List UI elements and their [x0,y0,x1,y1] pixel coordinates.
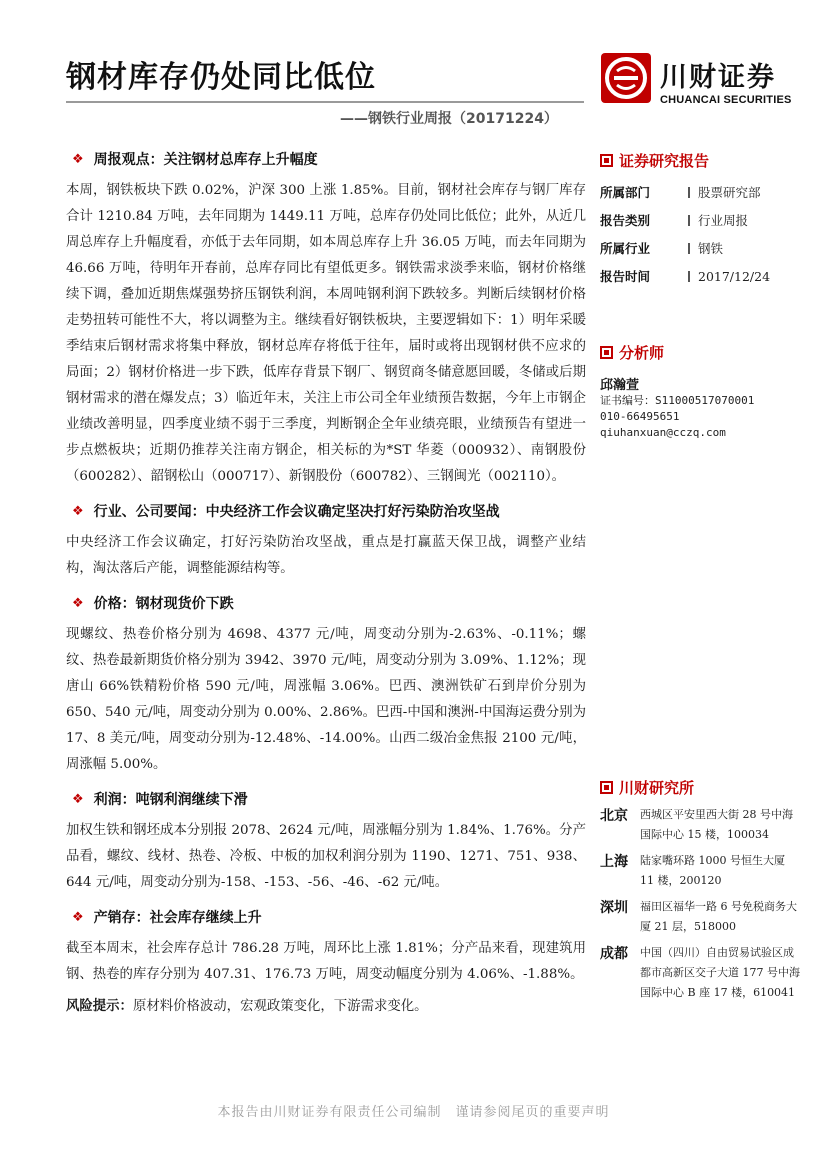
office-beijing [600,805,800,845]
analyst-cert: 证书编号：S1100051707000​1 [600,394,755,407]
diamond-bullet-icon: ❖ [72,595,84,611]
sidebar [600,148,800,1003]
info-value: 股票研究部 [698,185,761,200]
info-key: 所属部门 [600,185,651,200]
risk-text: 原材料价格波动，宏观政策变化，下游需求变化。 [132,999,428,1014]
footer-disclaimer: 本报告由川财证券有限责任公司编制 谨请参阅尾页的重要声明 [217,1105,610,1120]
info-row-category [600,206,800,234]
office-city: 深圳 [600,900,628,916]
square-bullet-icon [600,154,613,167]
analyst-name: 邱瀚萱 [600,378,640,393]
section-heading-text: 行业、公司要闻：中央经济工作会议确定坚决打好污染防治攻坚战 [93,504,500,520]
institute-heading [600,775,800,799]
report-subtitle: ——钢铁行业周报（20171224） [340,111,558,127]
analyst-email[interactable]: qiuhanxuan@cczq.com [600,426,726,439]
analyst-phone: 010-66495651 [600,410,680,423]
info-key: 所属行业 [600,241,651,256]
analyst-heading-text: 分析师 [619,343,665,362]
office-shenzhen [600,897,800,937]
risk-warning [66,994,586,1020]
brand-name-en: CHUANCAI SECURITIES [660,94,792,106]
square-bullet-icon [600,346,613,359]
section-paragraph: 中央经济工作会议确定，打好污染防治攻坚战，重点是打赢蓝天保卫战，调整产业结构，淘汰落后产能，调整能源结构等。 [66,535,586,576]
info-key: 报告类别 [600,213,651,228]
divider-bar [688,215,690,226]
section-heading [66,906,586,928]
office-address: 福田区福华一路 6 号免税商务大厦 21 层，518000 [640,900,797,933]
diamond-bullet-icon: ❖ [72,151,84,167]
divider-bar [688,243,690,254]
office-city: 成都 [600,946,628,962]
diamond-bullet-icon: ❖ [72,503,84,519]
section-heading-text: 利润：吨钢利润继续下滑 [93,792,248,808]
info-row-date [600,262,800,290]
info-row-department [600,178,800,206]
report-info-heading [600,148,800,172]
report-info-heading-text: 证券研究报告 [619,151,710,170]
report-title: 钢材库存仍处同比低位 [66,60,376,95]
office-shanghai [600,851,800,891]
section-paragraph: 现螺纹、热卷价格分别为 4698、4377 元/吨，周变动分别为-2.63%、-0.11%；螺纹、热卷最新期货价格分别为 3942、3970 元/吨，周变动分别为 3.09%、1.12%；现唐山 66%铁精粉价格 590 元/吨，周涨幅 3.06%。巴西、澳洲铁矿石到岸价分别为 650、540 元/吨，周变动分别为 0.00%、2.86%。巴西-中国和澳洲-中国海运费分别为 17、8 美元/吨，周变动分别为-12.48%、-14.00%。山西二级冶金焦报 2100 元/吨，周涨幅 5.00%。 [66,627,586,772]
info-value: 2017/12/24 [698,268,771,284]
title-divider [66,101,584,103]
section-paragraph: 截至本周末，社会库存总计 786.28 万吨，周环比上涨 1.81%；分产品来看，现建筑用钢、热卷的库存分别为 407.31、176.73 万吨，周变动幅度分别为 4.06%、-1.88%。 [66,941,586,982]
divider-bar [688,187,690,198]
chuancai-logo-icon [601,53,651,103]
risk-label: 风险提示： [66,999,133,1014]
divider-bar [688,271,690,282]
section-heading [66,500,586,522]
section-heading-text: 价格：钢材现货价下跌 [93,596,234,612]
section-paragraph: 本周，钢铁板块下跌 0.02%，沪深 300 上涨 1.85%。目前，钢材社会库存与钢厂库存合计 1210.84 万吨，去年同期为 1449.11 万吨，总库存仍处同比低位；此外，从近几周总库存上升幅度看，亦低于去年同期，如本周总库存上升 36.05 万吨，而去年同期为 46.66 万吨，待明年开春前，总库存同比有望低更多。钢铁需求淡季来临，钢材价格继续下调，叠加近期焦煤强势挤压钢铁利润，本周吨钢利润下跌较多。判断后续钢材价格走势扭转可能性不大，将以调整为主。继续看好钢铁板块，主要逻辑如下：1）明年采暖季结束后钢材需求将集中释放，钢材总库存将低于往年，届时或将出现钢材供不应求的局面；2）钢材价格进一步下跌，低库存背景下钢厂、钢贸商冬储意愿回暖，冬储或后期钢材需求的潜在爆发点；3）临近年末，关注上市公司全年业绩预告数据，今年上市钢企业绩改善明显，四季度业绩不弱于三季度，判断钢企全年业绩亮眼，业绩预告有望进一步点燃板块；近期仍推荐关注南方钢企，相关标的为*ST 华菱（000932）、南钢股份（600282）、韶钢松山（000717）、新钢股份（600782）、三钢闽光（002110）。 [66,183,586,484]
info-key: 报告时间 [600,269,651,284]
diamond-bullet-icon: ❖ [72,909,84,925]
square-bullet-icon [600,781,613,794]
analyst-heading [600,340,800,364]
section-heading [66,788,586,810]
office-address: 西城区平安里西大街 28 号中海国际中心 15 楼，100034 [640,808,793,841]
section-heading-text: 周报观点：关注钢材总库存上升幅度 [93,152,318,168]
office-chengdu [600,943,800,1003]
info-value: 行业周报 [698,213,749,228]
section-heading [66,592,586,614]
section-heading [66,148,586,170]
diamond-bullet-icon: ❖ [72,791,84,807]
info-value: 钢铁 [698,241,724,256]
brand-name-cn: 川财证券 [660,62,776,93]
office-city: 上海 [600,854,628,870]
office-address: 中国（四川）自由贸易试验区成都市高新区交子大道 177 号中海国际中心 B 座 17 楼，610041 [640,946,800,999]
office-city: 北京 [600,808,628,824]
section-heading-text: 产销存：社会库存继续上升 [93,910,262,926]
institute-heading-text: 川财研究所 [619,778,695,797]
info-row-industry [600,234,800,262]
office-address: 陆家嘴环路 1000 号恒生大厦 11 楼，200120 [640,854,785,887]
section-paragraph: 加权生铁和钢坯成本分别报 2078、2624 元/吨，周涨幅分别为 1.84%、1.76%。分产品看，螺纹、线材、热卷、冷板、中板的加权利润分别为 1190、1271、751、938、644 元/吨，周变动分别为-158、-153、-56、-46、-62 元/吨。 [66,823,586,890]
main-content [66,148,586,1020]
